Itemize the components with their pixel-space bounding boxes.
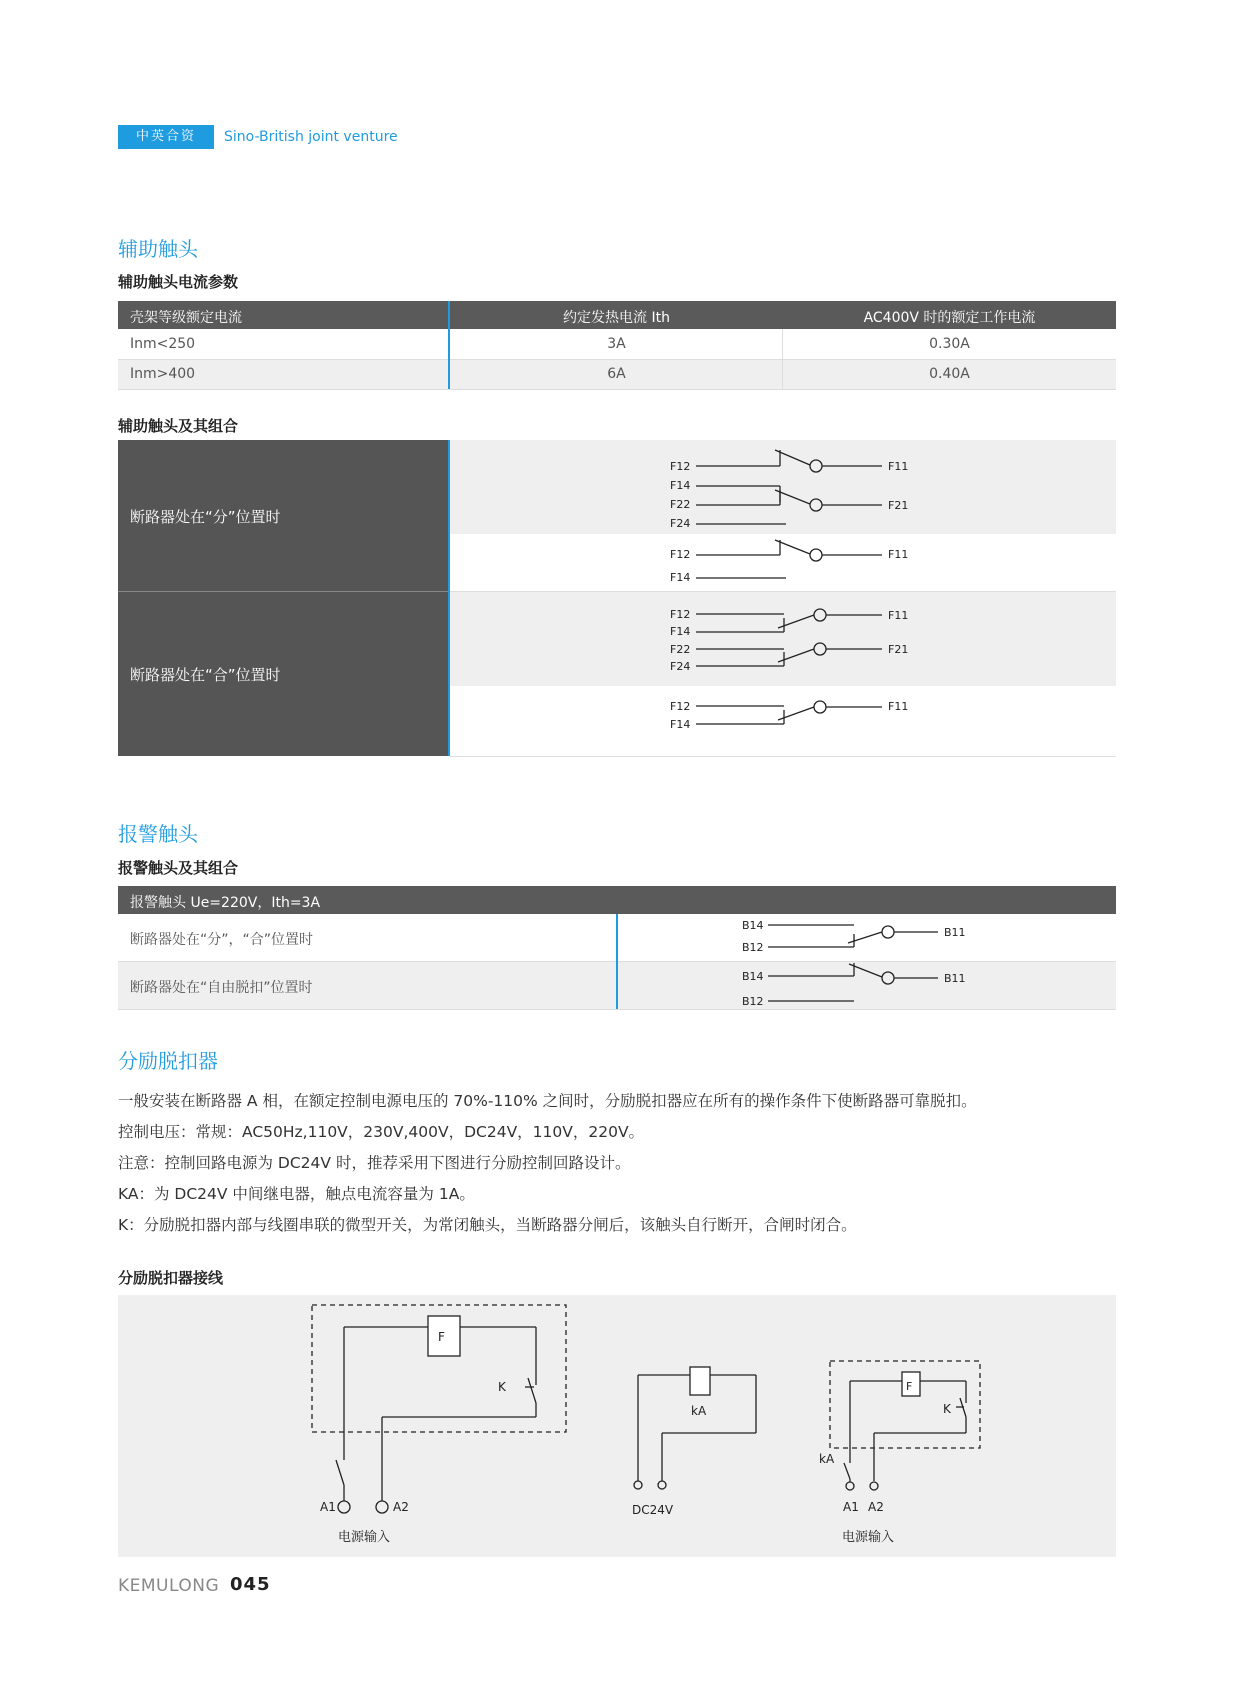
- shunt-coil-label: F: [906, 1380, 913, 1393]
- terminal-label: F24: [670, 517, 691, 530]
- terminal-label: F12: [670, 608, 691, 621]
- terminal-label: F11: [888, 460, 909, 473]
- terminal-label: F12: [670, 700, 691, 713]
- shunt-paragraph: 控制电压：常规：AC50Hz,110V，230V,400V，DC24V，110V，220V。: [118, 1123, 645, 1141]
- open-single-contact-diagram: [696, 540, 882, 578]
- terminal-label: F11: [888, 548, 909, 561]
- terminal-label: B14: [742, 970, 764, 983]
- terminal-label: F14: [670, 625, 691, 638]
- aux-combo-title: 辅助触头及其组合: [118, 417, 239, 435]
- divider: [118, 591, 448, 592]
- terminal-label: F21: [888, 499, 909, 512]
- terminal-label: A2: [393, 1500, 409, 1514]
- open-position-cell: [118, 440, 448, 591]
- micro-switch-label: K: [498, 1380, 506, 1394]
- table-header: [118, 886, 1116, 914]
- terminal-label: B11: [944, 926, 966, 939]
- alarm-row-free-trip: 断路器处在“自由脱扣”位置时: [130, 980, 313, 996]
- col-header-ith: 约定发热电流 Ith: [563, 310, 670, 326]
- alarm-combo-title: 报警触头及其组合: [118, 859, 239, 877]
- table-header: [118, 301, 1116, 329]
- terminal-label: B11: [944, 972, 966, 985]
- table-row: [118, 360, 1116, 390]
- terminal-label: F14: [670, 479, 691, 492]
- header-badge: 中英合资: [118, 125, 214, 149]
- aux-params-title: 辅助触头电流参数: [118, 273, 239, 291]
- terminal-label: B14: [742, 919, 764, 932]
- terminal-label: F22: [670, 498, 691, 511]
- alarm-table: [118, 886, 1116, 1009]
- cell-frame-current: Inm<250: [130, 336, 196, 352]
- terminal-label: F12: [670, 460, 691, 473]
- closed-double-contact-diagram: [696, 609, 882, 666]
- footer-brand: KEMULONG: [118, 1576, 220, 1596]
- closed-single-contact-diagram: [696, 701, 882, 724]
- shunt-paragraph: KA：为 DC24V 中间继电器，触点电流容量为 1A。: [118, 1185, 475, 1203]
- terminal-label: F11: [888, 700, 909, 713]
- terminal-label: A1: [843, 1500, 859, 1514]
- shunt-paragraph: 一般安装在断路器 A 相，在额定控制电源电压的 70%-110% 之间时，分励脱扣器应在所有的操作条件下使断路器可靠脱扣。: [118, 1092, 977, 1110]
- right-wiring-circuit: [830, 1361, 980, 1490]
- terminal-label: F24: [670, 660, 691, 673]
- terminal-label: F14: [670, 571, 691, 584]
- cell-ith: 6A: [607, 366, 626, 382]
- shunt-paragraph: K：分励脱扣器内部与线圈串联的微型开关，为常闭触头，当断路器分闸后，该触头自行断开，合闸时闭合。: [118, 1216, 857, 1234]
- terminal-label: F14: [670, 718, 691, 731]
- cell-ith: 3A: [607, 336, 626, 352]
- relay-label: kA: [691, 1404, 707, 1418]
- aux-section-title: 辅助触头: [118, 237, 198, 261]
- alarm-section-title: 报警触头: [118, 822, 198, 846]
- page-number: 045: [230, 1574, 271, 1595]
- shunt-wiring-panel: [118, 1295, 1116, 1557]
- alarm-row-open-closed: 断路器处在“分”，“合”位置时: [130, 932, 314, 948]
- open-position-label: 断路器处在“分”位置时: [130, 508, 281, 526]
- closed-position-label: 断路器处在“合”位置时: [130, 666, 281, 684]
- alarm-header-text: 报警触头 Ue=220V，Ith=3A: [130, 895, 321, 911]
- terminal-label: F12: [670, 548, 691, 561]
- terminal-label: B12: [742, 941, 764, 954]
- micro-switch-label: K: [943, 1402, 951, 1416]
- shunt-wiring-title: 分励脱扣器接线: [118, 1269, 224, 1287]
- aux-combo-table: [118, 440, 1116, 756]
- terminal-label: B12: [742, 995, 764, 1008]
- cell-ac400v: 0.30A: [929, 336, 970, 352]
- column-divider: [782, 329, 783, 389]
- power-input-label: 电源输入: [338, 1530, 391, 1545]
- power-input-label: 电源输入: [842, 1530, 895, 1545]
- middle-wiring-circuit: [634, 1367, 756, 1489]
- header-subtitle: Sino-British joint venture: [224, 129, 398, 145]
- terminal-label: A1: [320, 1500, 336, 1514]
- terminal-label: F11: [888, 609, 909, 622]
- relay-contact-label: kA: [819, 1452, 835, 1466]
- shunt-section-title: 分励脱扣器: [118, 1049, 218, 1073]
- shunt-coil-label: F: [438, 1330, 445, 1344]
- table-row: [118, 329, 1116, 360]
- col-header-frame-current: 壳架等级额定电流: [130, 310, 242, 326]
- col-header-ac400v: AC400V 时的额定工作电流: [863, 310, 1036, 326]
- aux-contact-diagrams: [450, 440, 1116, 756]
- closed-position-cell: [118, 592, 448, 756]
- column-divider: [448, 301, 450, 389]
- cell-frame-current: Inm>400: [130, 366, 196, 382]
- terminal-label: A2: [868, 1500, 884, 1514]
- terminal-label: F21: [888, 643, 909, 656]
- shunt-paragraph: 注意：控制回路电源为 DC24V 时，推荐采用下图进行分励控制回路设计。: [118, 1154, 631, 1172]
- terminal-label: F22: [670, 643, 691, 656]
- shunt-wiring-diagram: [118, 1295, 1116, 1557]
- open-double-contact-diagram: [696, 450, 882, 524]
- cell-ac400v: 0.40A: [929, 366, 970, 382]
- dc24v-label: DC24V: [632, 1503, 674, 1517]
- aux-params-table: [118, 301, 1116, 389]
- alarm-contact-diagrams: [618, 914, 1116, 1009]
